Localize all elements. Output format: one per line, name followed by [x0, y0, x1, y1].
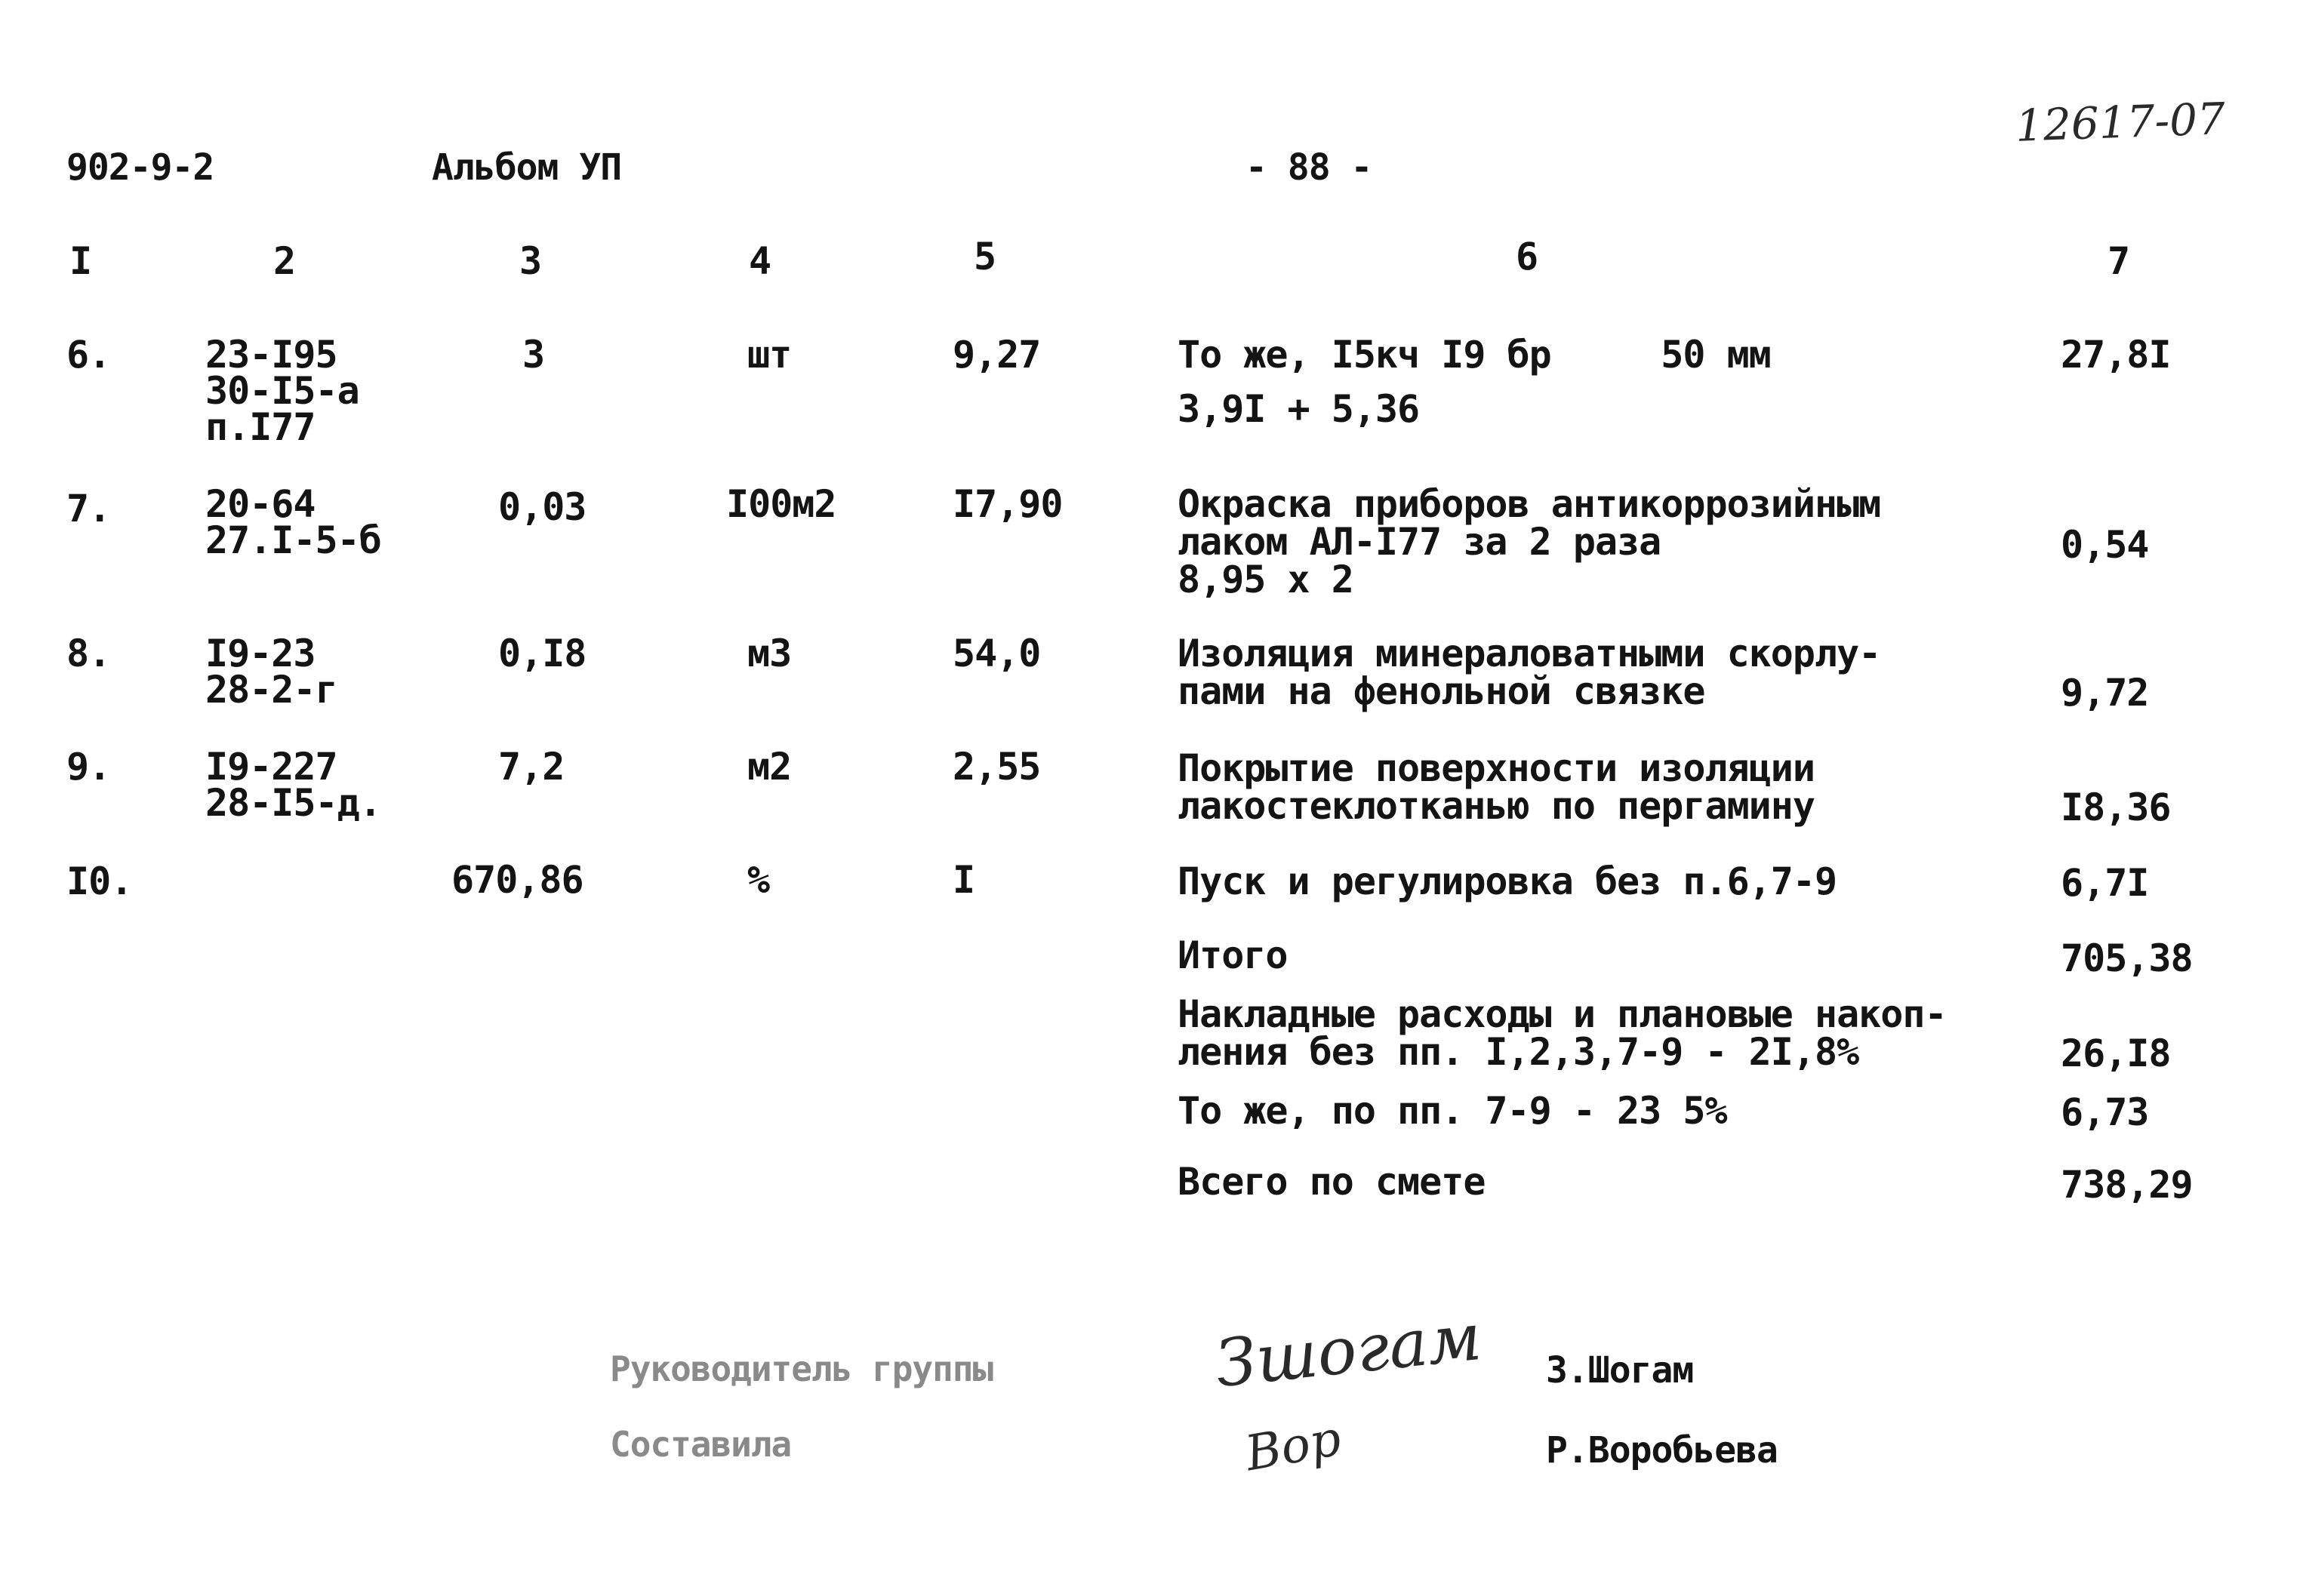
leader-name: З.Шогам: [1546, 1349, 1694, 1392]
row-description: пами на фенольной связке: [1178, 669, 1705, 713]
leader-signature: Зшогам: [1212, 1299, 1486, 1403]
row-unit: %: [747, 858, 770, 902]
row-total: 6,7I: [2061, 861, 2149, 905]
col-header-2: 2: [273, 239, 296, 283]
row-code: 28-2-г: [205, 668, 337, 712]
row-unit: м3: [747, 632, 792, 675]
summary-label: ления без пп. I,2,3,7-9 - 2I,8%: [1178, 1030, 1859, 1074]
row-unit: м2: [747, 745, 792, 789]
row-unit: I00м2: [726, 482, 836, 526]
row-number: 8.: [66, 632, 111, 675]
row-code: I9-23: [205, 632, 316, 675]
col-header-4: 4: [749, 239, 771, 283]
row-quantity: 0,03: [498, 485, 587, 529]
row-price: 9,27: [953, 333, 1041, 377]
row-code: 27.I-5-б: [205, 518, 381, 562]
row-total: 9,72: [2061, 671, 2149, 715]
inventory-number: 12617-07: [2014, 93, 2227, 152]
series-code: 902-9-2: [66, 146, 214, 189]
summary-value: 705,38: [2061, 936, 2193, 980]
row-description: Покрытие поверхности изоляции: [1178, 746, 1815, 790]
row-description: 3,9I + 5,36: [1178, 387, 1420, 431]
col-header-3: 3: [519, 239, 542, 283]
row-price: 2,55: [953, 745, 1041, 789]
row-number: 9.: [66, 745, 111, 789]
col-header-7: 7: [2108, 239, 2130, 283]
row-number: 7.: [66, 487, 111, 530]
album-label: Альбом УП: [432, 146, 622, 189]
page-number: - 88 -: [1245, 146, 1372, 189]
row-description: Изоляция минераловатными скорлу-: [1178, 632, 1881, 675]
row-description: То же, I5кч I9 бр 50 мм: [1178, 333, 1771, 377]
row-price: 54,0: [953, 632, 1041, 675]
row-total: 27,8I: [2061, 333, 2171, 377]
summary-value: 738,29: [2061, 1163, 2193, 1207]
summary-label: Накладные расходы и плановые накоп-: [1178, 992, 1947, 1036]
row-code: 23-I95: [205, 333, 337, 377]
row-price: I: [953, 858, 975, 902]
row-code: п.I77: [205, 405, 316, 449]
summary-label: Итого: [1178, 933, 1288, 977]
row-description: лакостеклотканью по пергамину: [1178, 784, 1815, 828]
row-total: 0,54: [2061, 523, 2149, 567]
row-number: 6.: [66, 333, 111, 377]
row-number: I0.: [66, 860, 133, 903]
row-code: 28-I5-д.: [205, 781, 381, 825]
row-quantity: 3: [522, 333, 545, 377]
row-quantity: 670,86: [451, 858, 583, 902]
row-description: Пуск и регулировка без п.6,7-9: [1178, 860, 1837, 903]
col-header-6: 6: [1516, 235, 1538, 278]
row-total: I8,36: [2061, 786, 2171, 829]
row-code: 30-I5-а: [205, 369, 359, 413]
col-header-1: I: [69, 239, 92, 283]
row-code: I9-227: [205, 745, 337, 789]
compiler-signature: Вор: [1241, 1410, 1345, 1483]
summary-value: 6,73: [2061, 1090, 2149, 1134]
row-price: I7,90: [953, 482, 1063, 526]
compiler-name: Р.Воробьева: [1546, 1429, 1778, 1471]
row-unit: шт: [747, 333, 792, 377]
row-description: Окраска приборов антикоррозийным: [1178, 482, 1881, 526]
row-quantity: 7,2: [498, 745, 565, 789]
leader-role: Руководитель группы: [610, 1348, 993, 1389]
row-description: 8,95 х 2: [1178, 558, 1353, 601]
compiler-role: Составила: [610, 1424, 792, 1465]
row-code: 20-64: [205, 482, 316, 526]
summary-label: Всего по смете: [1178, 1160, 1486, 1204]
summary-value: 26,I8: [2061, 1032, 2171, 1075]
summary-label: То же, по пп. 7-9 - 23 5%: [1178, 1089, 1727, 1133]
row-quantity: 0,I8: [498, 632, 587, 675]
row-description: лаком АЛ-I77 за 2 раза: [1178, 520, 1661, 564]
col-header-5: 5: [974, 235, 996, 278]
